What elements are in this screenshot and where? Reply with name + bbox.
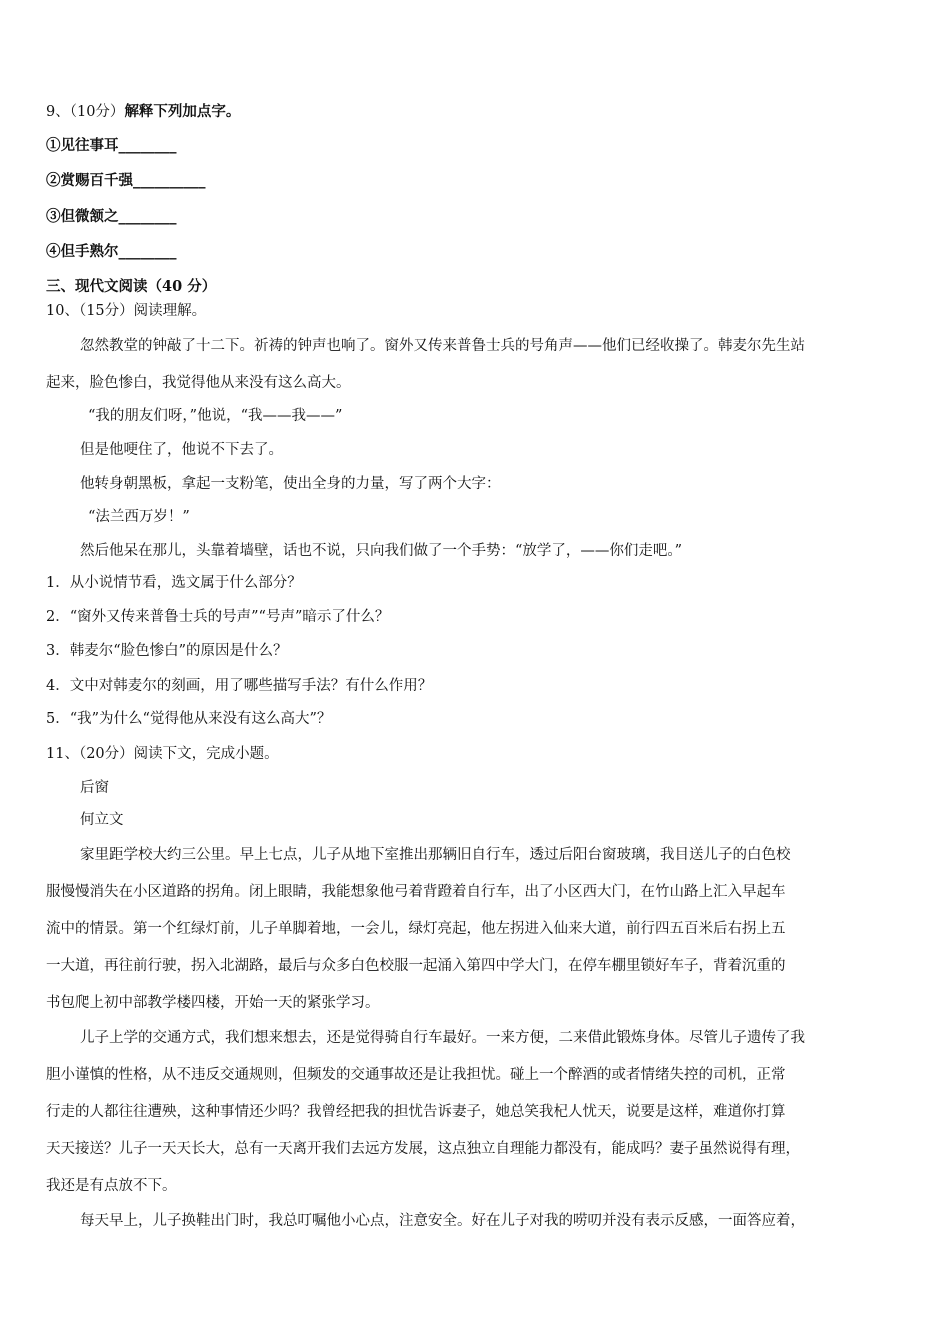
q10-header: 10、（15分）阅读理解。	[46, 303, 207, 319]
q11-p1-line-3: 流中的情景。第一个红绿灯前，儿子单脚着地，一会儿，绿灯亮起，他左拐进入仙来大道，前行四五百米后右拐上五	[46, 921, 786, 937]
q10-passage-line-5: 他转身朝黑板，拿起一支粉笔，使出全身的力量，写了两个大字：	[80, 476, 501, 492]
q11-p1-line-4: 一大道，再往前行驶，拐入北湖路，最后与众多白色校服一起涌入第四中学大门，在停车棚里锁好车子，背着沉重的	[46, 958, 786, 974]
q10-passage-line-1: 忽然教堂的钟敲了十二下。祈祷的钟声也响了。窗外又传来普鲁士兵的号角声——他们已经收操了。韩麦尔先生站	[80, 338, 805, 354]
q10-question-5: 5．“我”为什么“觉得他从来没有这么高大”？	[46, 711, 332, 727]
q11-article-title: 后窗	[80, 780, 109, 796]
section3-title: 三、现代文阅读（40 分）	[46, 278, 217, 295]
q10-passage-line-2: 起来，脸色惨白，我觉得他从来没有这么高大。	[46, 375, 351, 391]
q10-passage-line-6: “法兰西万岁！”	[88, 509, 190, 525]
q11-p2-line-4: 天天接送？儿子一天天长大，总有一天离开我们去远方发展，这点独立自理能力都没有，能成吗？妻子虽然说得有理，	[46, 1141, 800, 1157]
q10-passage-line-4: 但是他哽住了，他说不下去了。	[80, 442, 283, 458]
q11-p2-line-3: 行走的人都往往遭殃，这种事情还少吗？我曾经把我的担忧告诉妻子，她总笑我杞人忧天，说要是这样，难道你打算	[46, 1104, 786, 1120]
q10-passage-line-7: 然后他呆在那儿，头靠着墙壁，话也不说，只向我们做了一个手势：“放学了，——你们走吧。”	[80, 543, 683, 559]
q11-p1-line-5: 书包爬上初中部教学楼四楼，开始一天的紧张学习。	[46, 995, 380, 1011]
q10-question-2: 2．“窗外又传来普鲁士兵的号声”“号声”暗示了什么？	[46, 609, 390, 625]
q9-number: 9、（10分）	[46, 104, 125, 120]
q10-question-1: 1．从小说情节看，选文属于什么部分？	[46, 575, 302, 591]
q9-item-3: ③但微颔之________	[46, 208, 177, 225]
q10-passage-line-3: “我的朋友们呀，”他说，“我——我——”	[88, 408, 343, 424]
q11-p2-line-2: 胆小谨慎的性格，从不违反交通规则，但频发的交通事故还是让我担忧。碰上一个醉酒的或者情绪失控的司机，正常	[46, 1067, 786, 1083]
q10-question-3: 3．韩麦尔“脸色惨白”的原因是什么？	[46, 643, 288, 659]
q9-instruction: 解释下列加点字。	[124, 103, 241, 120]
q11-p1-line-1: 家里距学校大约三公里。早上七点，儿子从地下室推出那辆旧自行车，透过后阳台窗玻璃，我目送儿子的白色校	[80, 847, 791, 863]
q9-header	[46, 102, 910, 122]
q11-p1-line-2: 服慢慢消失在小区道路的拐角。闭上眼睛，我能想象他弓着背蹬着自行车，出了小区西大门，在竹山路上汇入早起车	[46, 884, 786, 900]
q9-item-4: ④但手熟尔________	[46, 243, 177, 260]
q11-p2-line-1: 儿子上学的交通方式，我们想来想去，还是觉得骑自行车最好。一来方便，二来借此锻炼身体。尽管儿子遗传了我	[80, 1030, 805, 1046]
q11-p2-line-5: 我还是有点放不下。	[46, 1178, 177, 1194]
q9-item-1: ①见往事耳________	[46, 137, 177, 154]
q11-article-author: 何立文	[80, 812, 124, 828]
q10-question-4: 4．文中对韩麦尔的刻画，用了哪些描写手法？有什么作用？	[46, 678, 433, 694]
q9-item-2: ②赏赐百千强__________	[46, 172, 206, 189]
q11-p3-line-1: 每天早上，儿子换鞋出门时，我总叮嘱他小心点，注意安全。好在儿子对我的唠叨并没有表示反感，一面答应着，	[80, 1213, 805, 1229]
q11-header: 11、（20分）阅读下文，完成小题。	[46, 746, 279, 762]
